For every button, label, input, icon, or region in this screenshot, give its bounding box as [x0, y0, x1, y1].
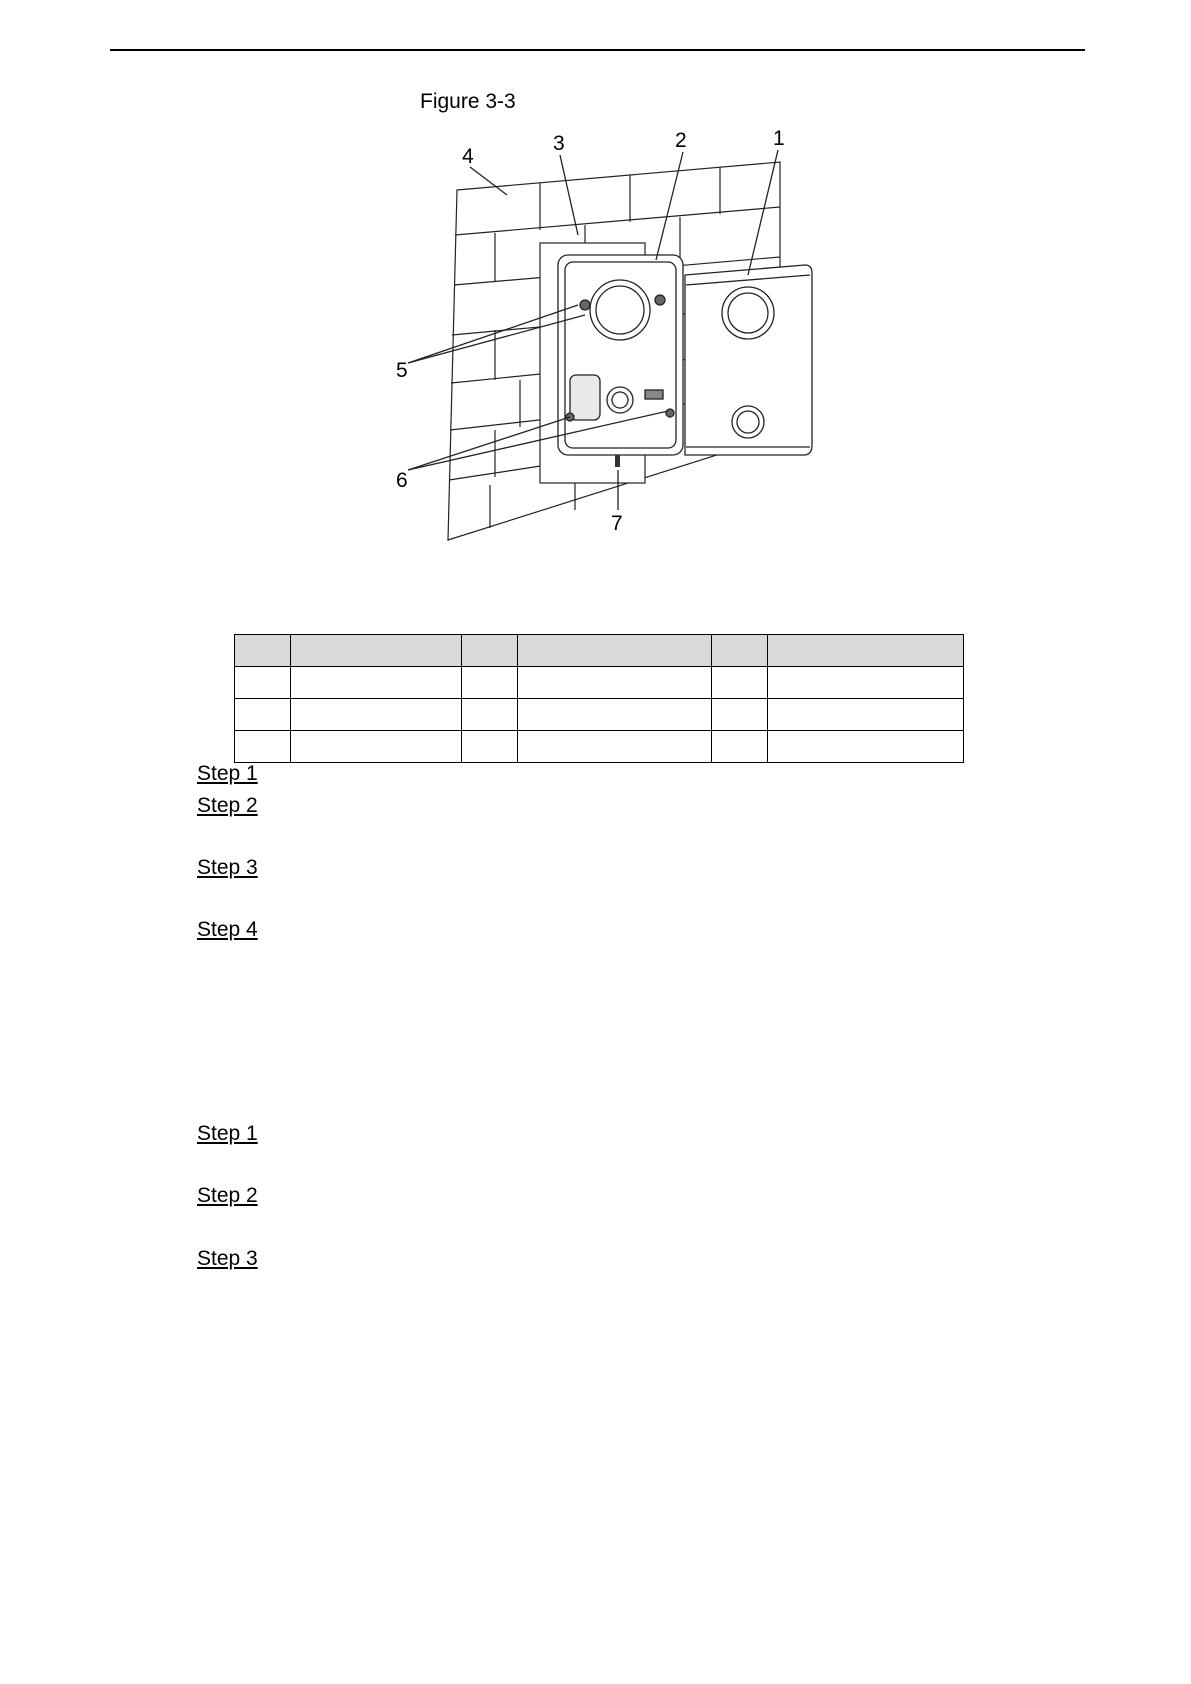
header-rule — [110, 49, 1085, 51]
callout-1: 1 — [773, 127, 785, 150]
step-label: Step 3 — [197, 856, 258, 879]
step-label: Step 3 — [197, 1247, 258, 1270]
table-cell — [518, 731, 712, 763]
callout-2: 2 — [675, 129, 687, 152]
table-row — [235, 667, 964, 699]
back-box — [558, 255, 683, 455]
step-label: Step 2 — [197, 794, 258, 817]
table-cell — [291, 667, 462, 699]
callout-3: 3 — [553, 132, 565, 155]
callout-4: 4 — [462, 145, 474, 168]
front-cover — [685, 265, 812, 455]
figure-caption: Figure 3-3 — [420, 90, 516, 113]
table-cell — [768, 731, 964, 763]
table-cell — [768, 667, 964, 699]
table-cell — [768, 699, 964, 731]
table-cell — [291, 699, 462, 731]
header-cell — [712, 635, 768, 667]
table-cell — [712, 667, 768, 699]
header-cell — [291, 635, 462, 667]
header-cell — [768, 635, 964, 667]
step-label: Step 2 — [197, 1184, 258, 1207]
header-cell — [462, 635, 518, 667]
table-cell — [235, 731, 291, 763]
screw — [615, 455, 620, 467]
table-row — [235, 731, 964, 763]
header-cell — [235, 635, 291, 667]
table-cell — [291, 731, 462, 763]
table-cell — [712, 699, 768, 731]
table-header-row — [235, 635, 964, 667]
callout-7: 7 — [611, 512, 623, 535]
table-cell — [712, 731, 768, 763]
table-row — [235, 699, 964, 731]
table-cell — [235, 667, 291, 699]
table-cell — [462, 667, 518, 699]
step-label: Step 1 — [197, 1122, 258, 1145]
step-label: Step 4 — [197, 918, 258, 941]
installation-diagram — [380, 125, 900, 585]
header-cell — [518, 635, 712, 667]
table-cell — [462, 699, 518, 731]
table-cell — [518, 699, 712, 731]
table-cell — [235, 699, 291, 731]
step-label: Step 1 — [197, 762, 258, 785]
table-cell — [518, 667, 712, 699]
table-cell — [462, 731, 518, 763]
callout-6: 6 — [396, 469, 408, 492]
parts-table — [234, 634, 964, 763]
callout-5: 5 — [396, 359, 408, 382]
